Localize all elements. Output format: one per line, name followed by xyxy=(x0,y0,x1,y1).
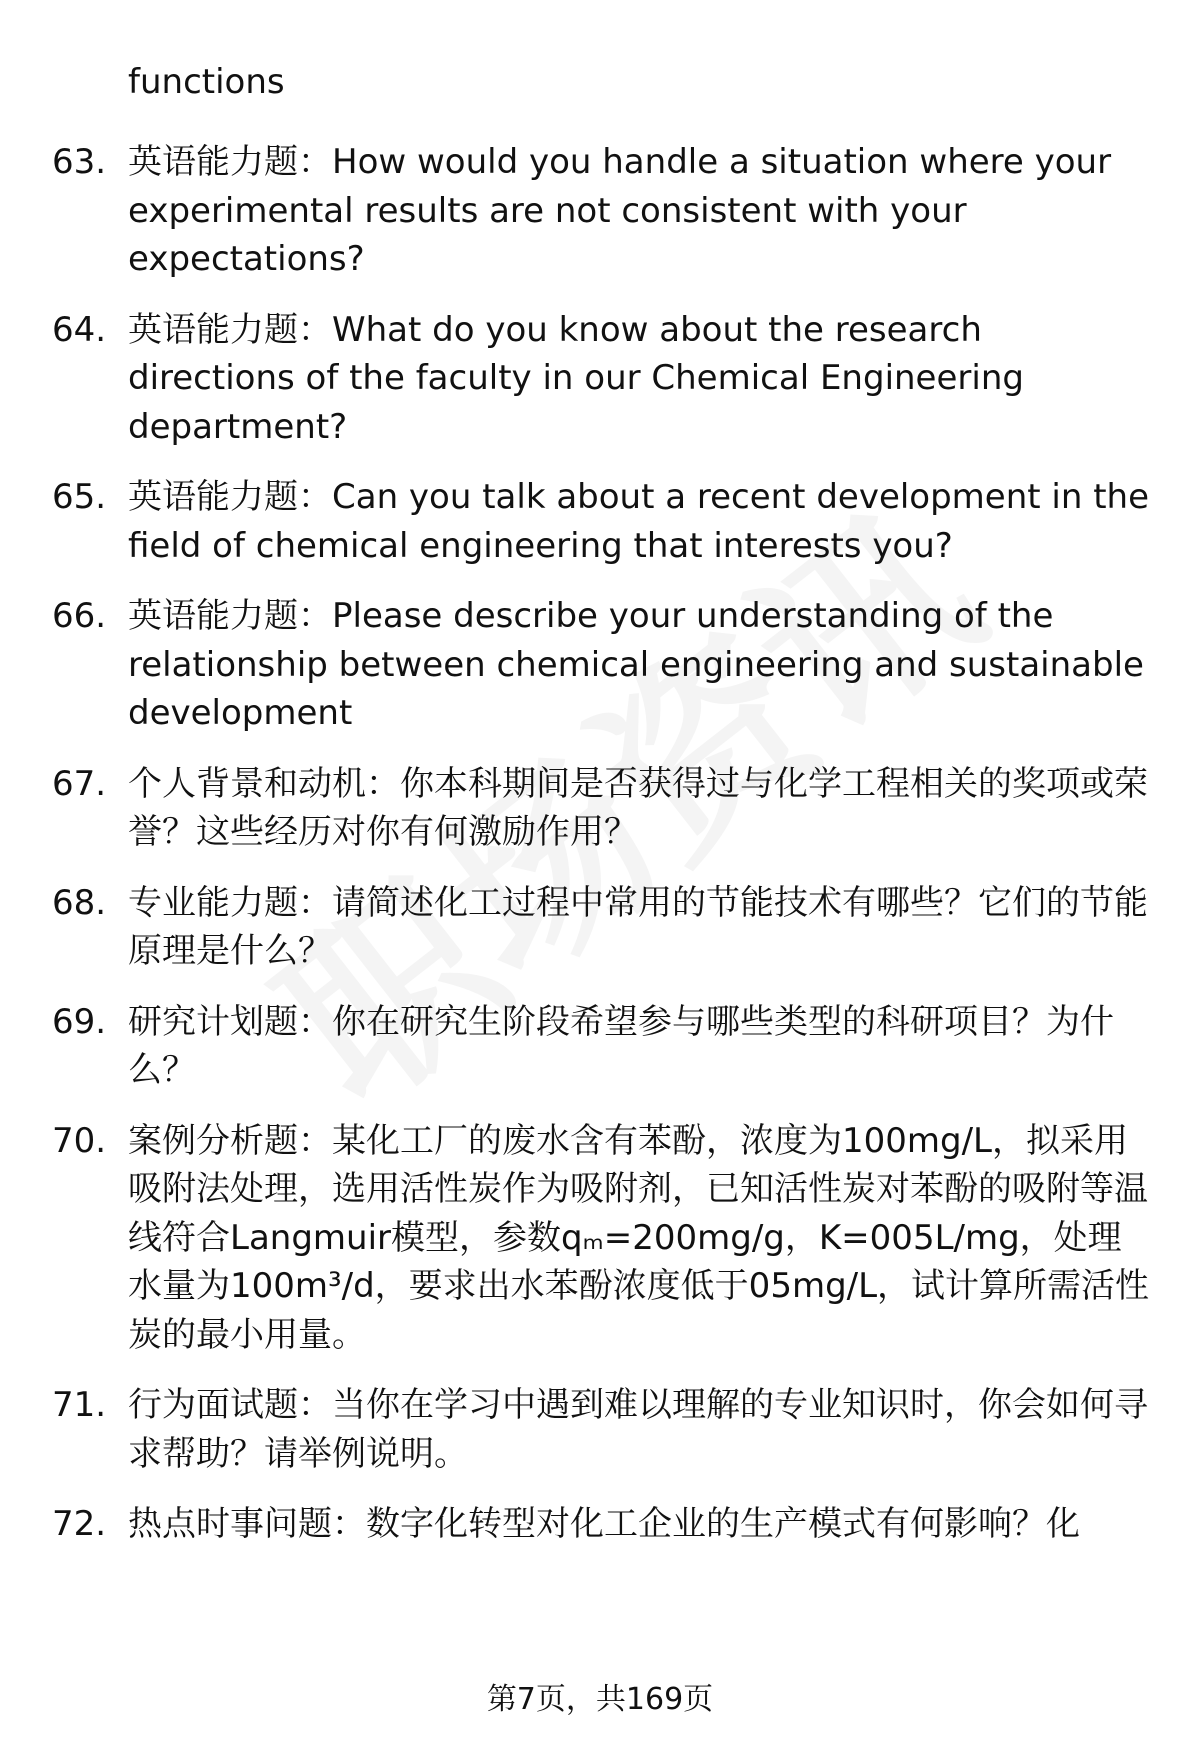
list-item xyxy=(0,306,1200,452)
item-number: 71. xyxy=(52,1385,107,1425)
list-item xyxy=(0,1381,1200,1478)
list-item xyxy=(0,1500,1200,1549)
question-list xyxy=(0,138,1200,1571)
item-number: 65. xyxy=(52,477,107,517)
item-text: 英语能力题：How would you handle a situation where your experimental results are not consistent with your expectations? xyxy=(128,142,1112,279)
item-number: 72. xyxy=(52,1504,107,1544)
item-number: 63. xyxy=(52,142,107,182)
item-text: 热点时事问题：数字化转型对化工企业的生产模式有何影响？化 xyxy=(128,1504,1080,1544)
item-number: 67. xyxy=(52,763,107,804)
item-text: 英语能力题：Can you talk about a recent development in the field of chemical engineering that interests you? xyxy=(128,477,1150,566)
item-number: 69. xyxy=(52,1001,107,1042)
item-text: 英语能力题：Please describe your understanding of the relationship between chemical engineering and sustainable development xyxy=(128,596,1144,733)
list-item xyxy=(0,138,1200,284)
item-text: 个人背景和动机：你本科期间是否获得过与化学工程相关的奖项或荣誉？这些经历对你有何激励作用？ xyxy=(128,763,1148,852)
list-item xyxy=(0,879,1200,976)
item-number: 68. xyxy=(52,882,107,923)
item-number: 70. xyxy=(52,1120,107,1161)
list-item xyxy=(0,998,1200,1095)
item-text: 英语能力题：What do you know about the research directions of the faculty in our Chemical Engineering department? xyxy=(128,309,1024,447)
item-number: 64. xyxy=(52,309,107,350)
list-item xyxy=(0,473,1200,570)
continuation-text: functions xyxy=(128,62,285,102)
list-item xyxy=(0,592,1200,738)
item-number: 66. xyxy=(52,596,107,636)
list-item xyxy=(0,1117,1200,1360)
item-text: 案例分析题：某化工厂的废水含有苯酚，浓度为100mg/L，拟采用吸附法处理，选用活性炭作为吸附剂，已知活性炭对苯酚的吸附等温线符合Langmuir模型，参数qₘ=200mg/g，K=005L/mg，处理水量为100m³/d，要求出水苯酚浓度低于05mg/L，试计算所需活性炭的最小用量。 xyxy=(128,1120,1150,1355)
item-text: 专业能力题：请简述化工过程中常用的节能技术有哪些？它们的节能原理是什么？ xyxy=(128,882,1148,971)
item-text: 研究计划题：你在研究生阶段希望参与哪些类型的科研项目？为什么？ xyxy=(128,1001,1114,1090)
item-text: 行为面试题：当你在学习中遇到难以理解的专业知识时，你会如何寻求帮助？请举例说明。 xyxy=(128,1385,1148,1474)
page-footer: 第7页，共169页 xyxy=(486,1682,714,1717)
list-item xyxy=(0,760,1200,857)
